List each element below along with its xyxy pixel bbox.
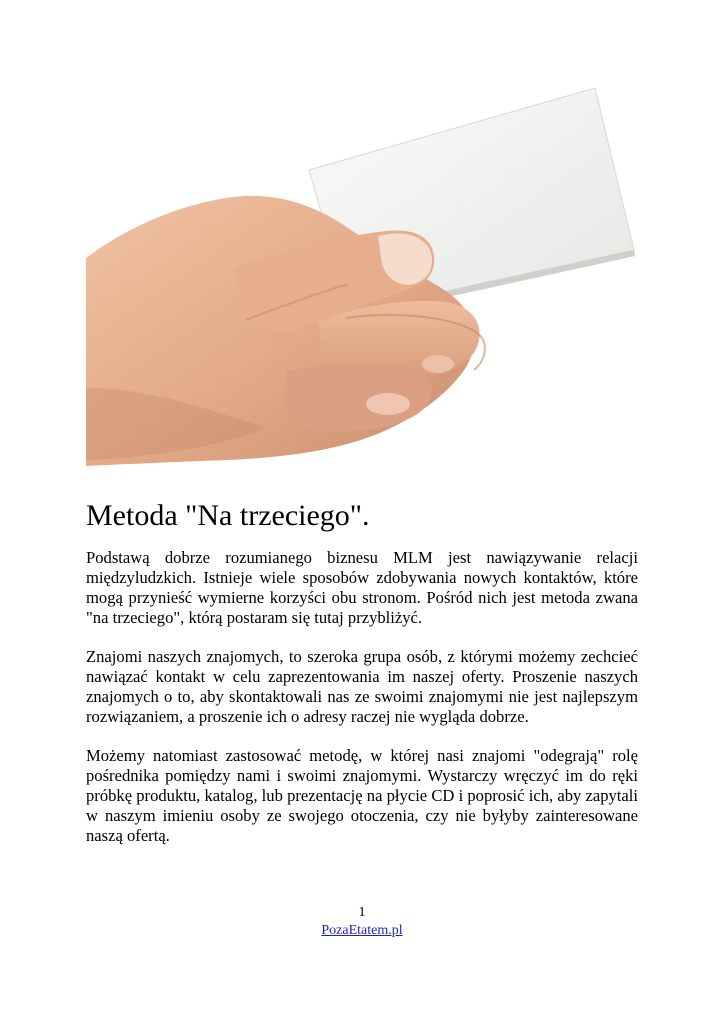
document-title: Metoda "Na trzeciego". [86, 499, 370, 532]
page-number: 1 [358, 905, 366, 920]
hand-holding-card-icon [86, 88, 638, 466]
paragraph: Możemy natomiast zastosować metodę, w której nasi znajomi "odegrają" rolę pośrednika pomiędzy nami i swoimi znajomymi. Wystarczy wręczyć im do ręki próbkę produktu, katalog, lub prezentację na płycie CD i poprosić ich, aby zapytali w naszym imieniu osoby ze swojego otoczenia, czy nie byłyby zainteresowane naszą ofertą. [86, 746, 638, 845]
paragraph: Podstawą dobrze rozumianego biznesu MLM jest nawiązywanie relacji międzyludzkich. Istnieje wiele sposobów zdobywania nowych kontaktów, które mogą przynieść wymierne korzyści obu stronom. Pośród nich jest metoda zwana "na trzeciego", którą postaram się tutaj przybliżyć. [86, 548, 638, 627]
paragraph: Znajomi naszych znajomych, to szeroka grupa osób, z którymi możemy zechcieć nawiązać kontakt w celu zaprezentowania im naszej oferty. Proszenie naszych znajomych o to, aby skontaktowali nas ze swoimi znajomymi nie jest najlepszym rozwiązaniem, a proszenie ich o adresy raczej nie wygląda dobrze. [86, 647, 638, 726]
document-body [86, 548, 638, 865]
footer-link[interactable]: PozaEtatem.pl [321, 923, 403, 938]
hand-holding-card-image [86, 88, 638, 466]
page-footer [0, 904, 724, 940]
